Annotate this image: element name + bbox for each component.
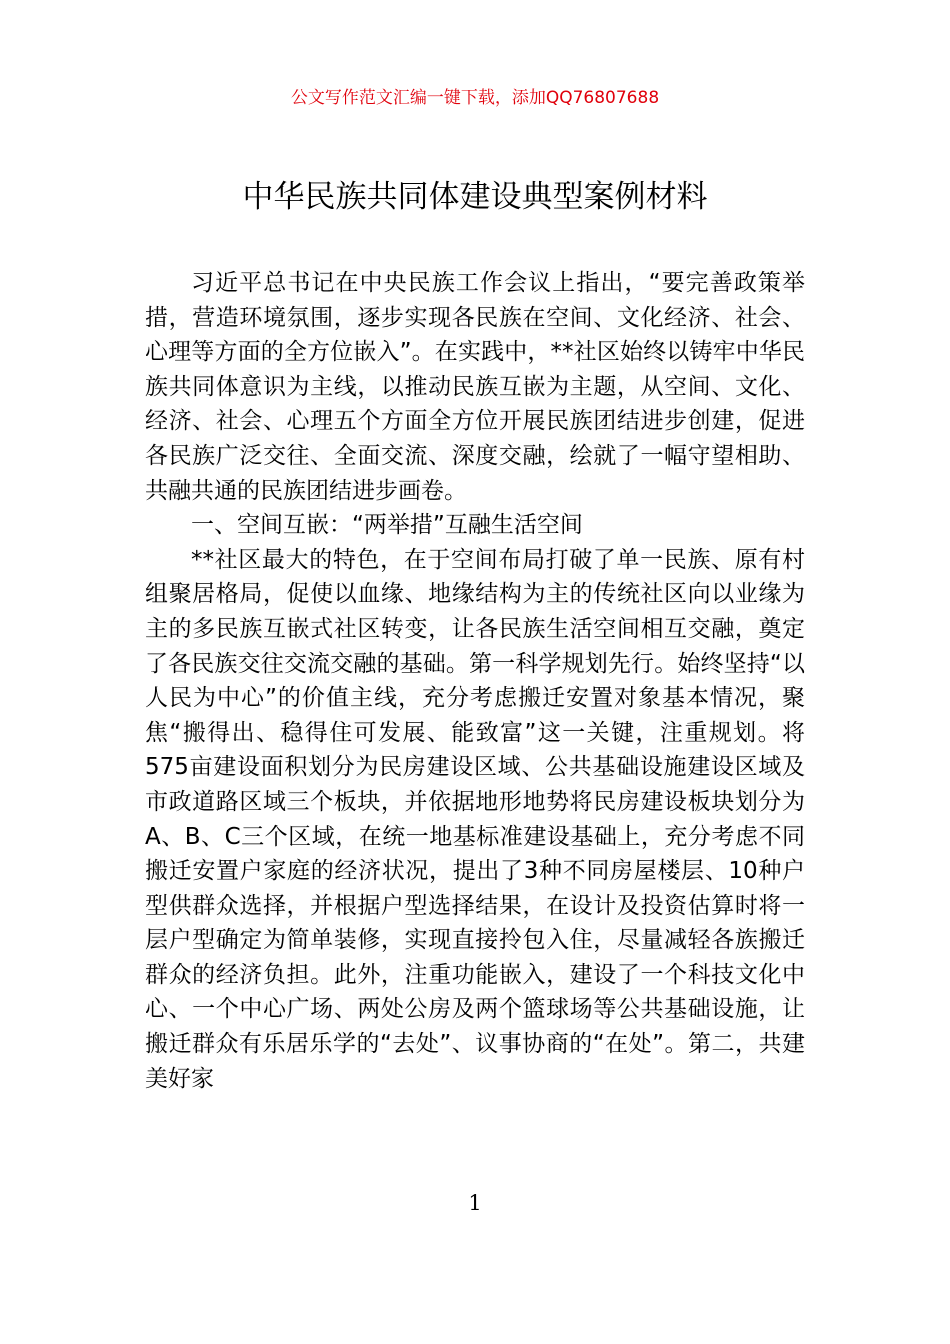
document-title: 中华民族共同体建设典型案例材料 xyxy=(242,179,708,215)
paragraph-intro: 习近平总书记在中央民族工作会议上指出，“要完善政策举措，营造环境氛围，逐步实现各民族在空间、文化经济、社会、心理等方面的全方位嵌入”。在实践中，**社区始终以铸牢中华民族共同体意识为主线，以推动民族互嵌为主题，从空间、文化、经济、社会、心理五个方面全方位开展民族团结进步创建，促进各民族广泛交往、全面交流、深度交融，绘就了一幅守望相助、共融共通的民族团结进步画卷。 xyxy=(145,270,805,504)
header-banner: 公文写作范文汇编一键下载，添加QQ76807688 xyxy=(290,88,660,108)
page-number: 1 xyxy=(468,1191,482,1215)
document-body xyxy=(145,266,805,1096)
section-heading-1: 一、空间互嵌：“两举措”互融生活空间 xyxy=(191,512,583,539)
paragraph-section-1: **社区最大的特色，在于空间布局打破了单一民族、原有村组聚居格局，促使以血缘、地缘结构为主的传统社区向以业缘为主的多民族互嵌式社区转变，让各民族生活空间相互交融，奠定了各民族交往交流交融的基础。第一科学规划先行。始终坚持“以人民为中心”的价值主线，充分考虑搬迁安置对象基本情况，聚焦“搬得出、稳得住可发展、能致富”这一关键，注重规划。将575亩建设面积划分为民房建设区域、公共基础设施建设区域及市政道路区域三个板块，并依据地形地势将民房建设板块划分为A、B、C三个区域，在统一地基标准建设基础上，充分考虑不同搬迁安置户家庭的经济状况，提出了3种不同房屋楼层、10种户型供群众选择，并根据户型选择结果，在设计及投资估算时将一层户型确定为简单装修，实现直接拎包入住，尽量减轻各族搬迁群众的经济负担。此外，注重功能嵌入，建设了一个科技文化中心、一个中心广场、两处公房及两个篮球场等公共基础设施，让搬迁群众有乐居乐学的“去处”、议事协商的“在处”。第二，共建美好家 xyxy=(145,546,805,1092)
